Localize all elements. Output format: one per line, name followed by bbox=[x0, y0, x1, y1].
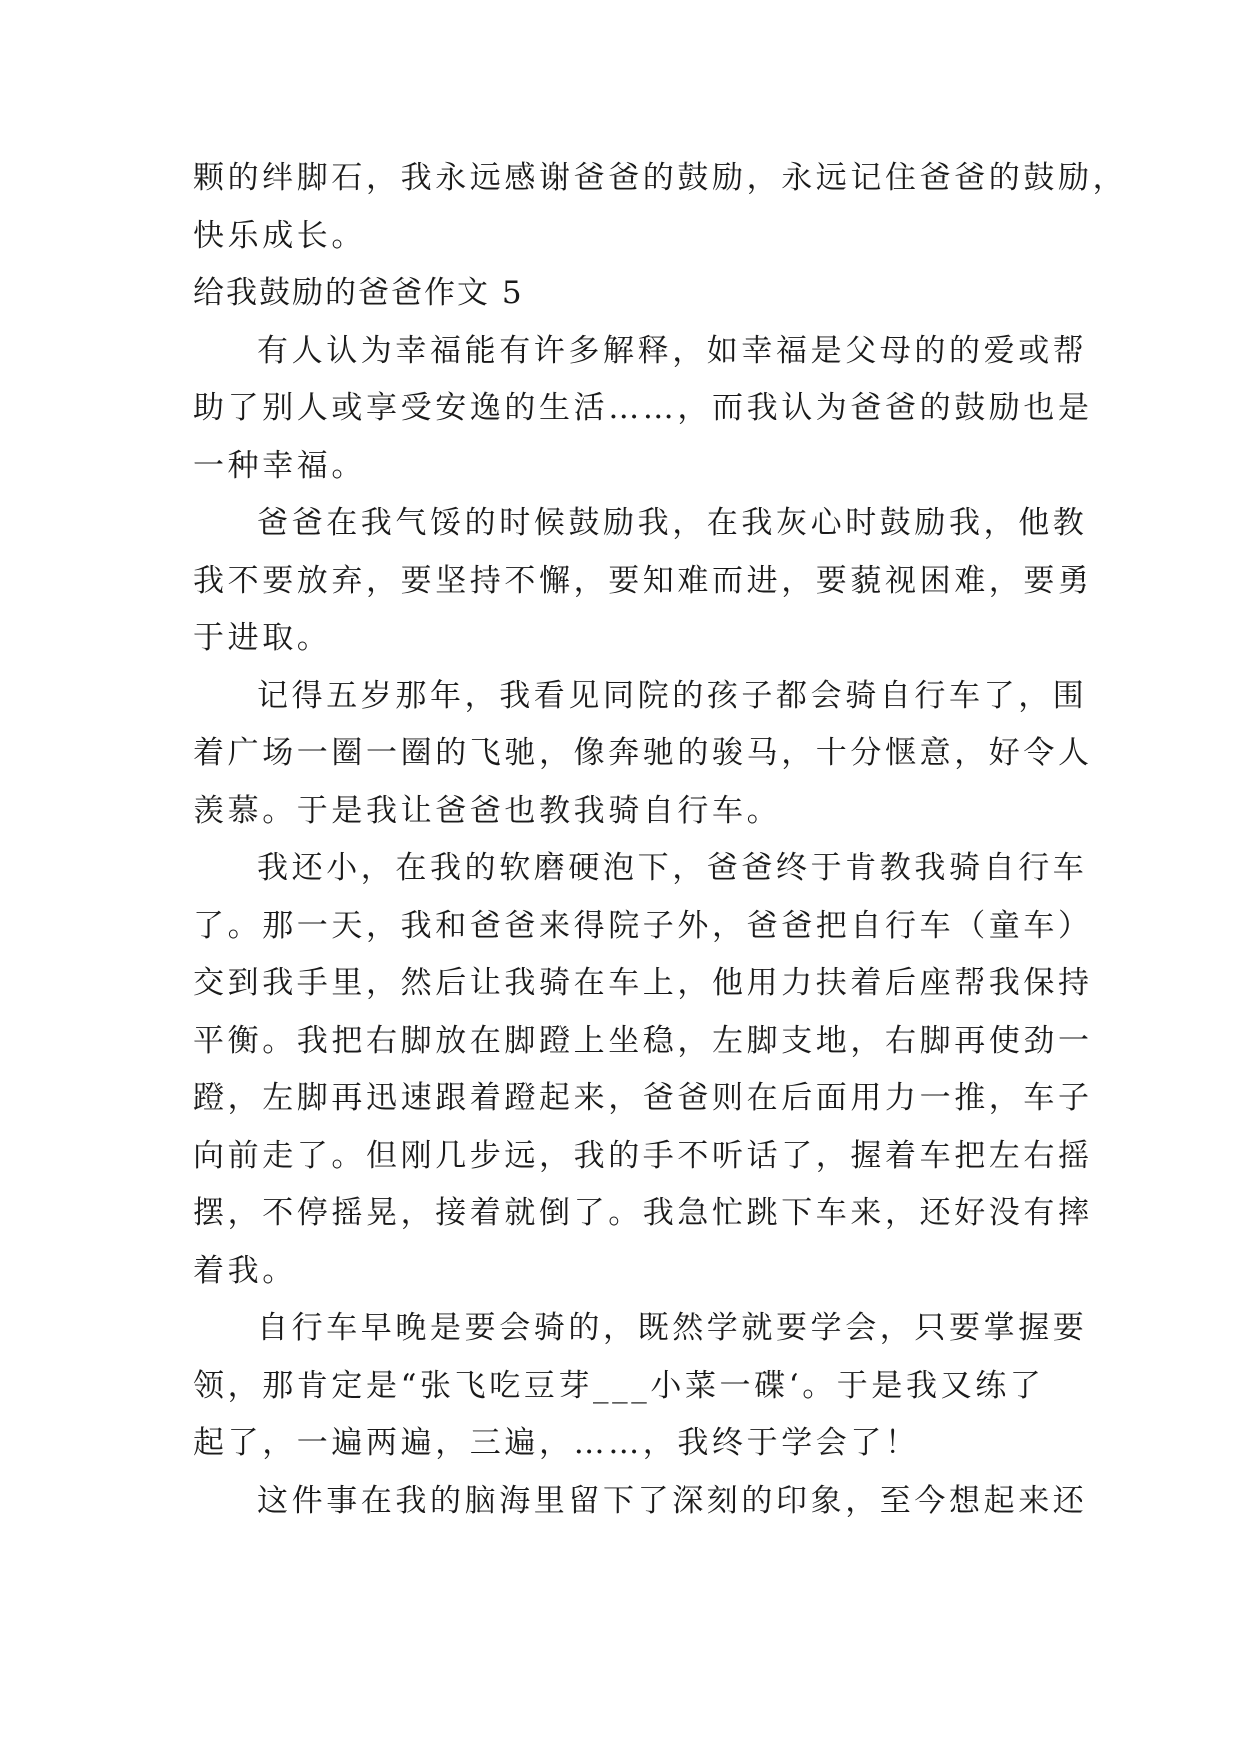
text-line: 领，那肯定是“张飞吃豆芽___小菜一碟‘。于是我又练了 bbox=[193, 1367, 1045, 1404]
section-heading: 给我鼓励的爸爸作文 5 bbox=[193, 275, 524, 311]
text-line: 助了别人或享受安逸的生活……，而我认为爸爸的鼓励也是 bbox=[193, 390, 1093, 426]
document-body bbox=[193, 150, 1128, 1530]
text-line: 向前走了。但刚几步远，我的手不听话了，握着车把左右摇 bbox=[193, 1137, 1093, 1174]
text-line: 平衡。我把右脚放在脚蹬上坐稳，左脚支地，右脚再使劲一 bbox=[193, 1022, 1093, 1059]
text-line: 颗的绊脚石，我永远感谢爸爸的鼓励，永远记住爸爸的鼓励， bbox=[193, 160, 1128, 196]
text-line: 记得五岁那年，我看见同院的孩子都会骑自行车了，围 bbox=[257, 677, 1088, 714]
text-line: 爸爸在我气馁的时候鼓励我，在我灰心时鼓励我，他教 bbox=[257, 505, 1088, 541]
text-line: 着广场一圈一圈的飞驰，像奔驰的骏马，十分惬意，好令人 bbox=[193, 735, 1093, 771]
text-line: 快乐成长。 bbox=[193, 217, 366, 254]
text-line: 蹬，左脚再迅速跟着蹬起来，爸爸则在后面用力一推，车子 bbox=[193, 1080, 1093, 1116]
text-line: 这件事在我的脑海里留下了深刻的印象，至今想起来还 bbox=[257, 1482, 1088, 1519]
text-line: 我还小，在我的软磨硬泡下，爸爸终于肯教我骑自行车 bbox=[257, 850, 1088, 886]
text-line: 了。那一天，我和爸爸来得院子外，爸爸把自行车（童车） bbox=[193, 907, 1093, 944]
text-line: 于进取。 bbox=[193, 620, 332, 656]
text-line: 摆，不停摇晃，接着就倒了。我急忙跳下车来，还好没有摔 bbox=[193, 1195, 1093, 1231]
text-line: 交到我手里，然后让我骑在车上，他用力扶着后座帮我保持 bbox=[193, 965, 1093, 1001]
text-line: 我不要放弃，要坚持不懈，要知难而进，要藐视困难，要勇 bbox=[193, 562, 1093, 599]
text-line: 一种幸福。 bbox=[193, 447, 366, 484]
text-line: 自行车早晚是要会骑的，既然学就要学会，只要掌握要 bbox=[257, 1310, 1088, 1346]
text-line: 着我。 bbox=[193, 1252, 297, 1289]
text-line: 起了，一遍两遍，三遍，……，我终于学会了！ bbox=[193, 1425, 920, 1461]
text-line: 羡慕。于是我让爸爸也教我骑自行车。 bbox=[193, 792, 782, 829]
text-line: 有人认为幸福能有许多解释，如幸福是父母的的爱或帮 bbox=[257, 332, 1088, 369]
